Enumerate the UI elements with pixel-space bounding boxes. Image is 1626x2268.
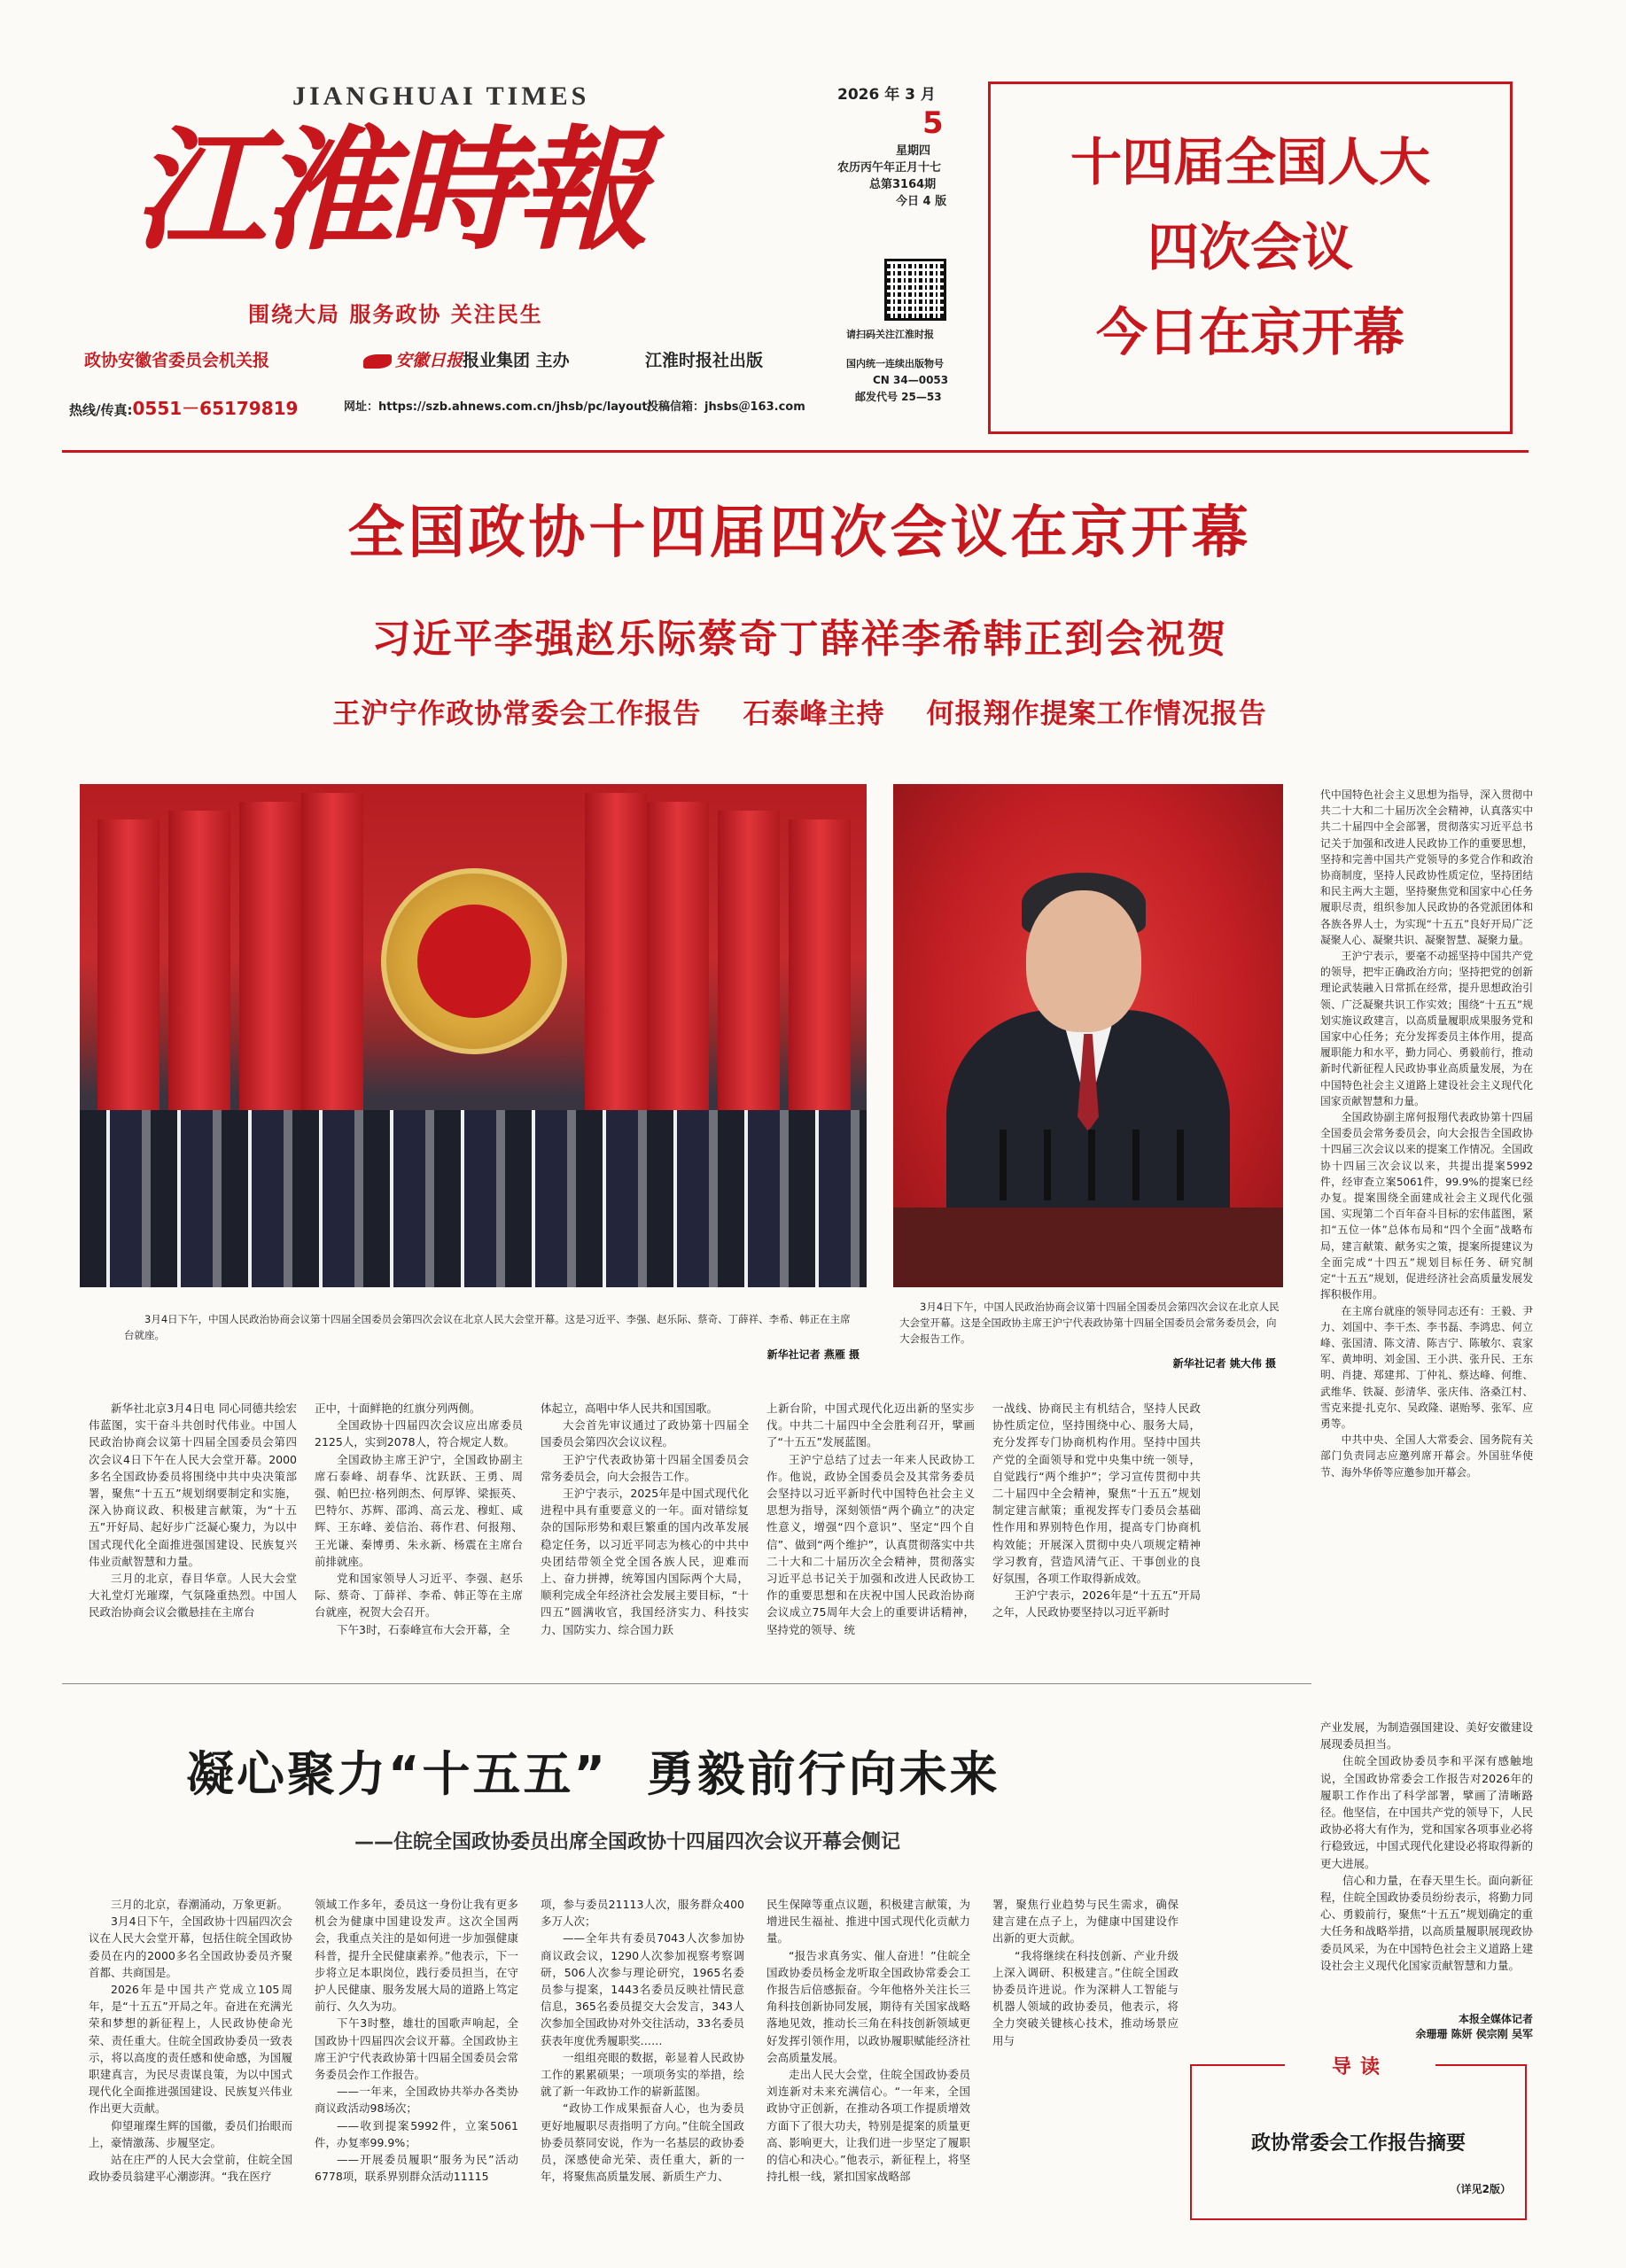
byline-label: 本报全媒体记者 — [1458, 2013, 1533, 2025]
paragraph: 一战线、协商民主有机结合，坚持人民政协性质定位，坚持围绕中心、服务大局，充分发挥专门协商机构作用。坚持中国共产党的全面领导和党中央集中统一领导，自觉践行“两个维护”；学习宣传贯彻中共二十届四中全会精神，聚焦“十五五”规划制定建言献策；重视发挥专门委员会基础性作用和界别特色作用，提高专门协商机构效能；开展深入贯彻中央八项规定精神学习教育，营造风清气正、干事创业的良好氛围，各项工作取得新成效。 — [992, 1402, 1201, 1586]
paragraph: 三月的北京，春目华章。人民大会堂大礼堂灯光璀璨，气氛隆重热烈。中国人民政治协商会议会徽悬挂在主席台 — [89, 1572, 297, 1619]
paragraph: 一组组亮眼的数据，彰显着人民政协工作的累累硕果；一项项务实的举措，绘就了新一年政协工作的崭新蓝图。 — [541, 2050, 744, 2099]
website[interactable]: 网址：https://szb.ahnews.com.cn/jhsb/pc/layout/ — [344, 400, 652, 414]
paragraph: 全国政协十四届四次会议应出席委员2125人，实到2078人，符合规定人数。 — [315, 1418, 523, 1449]
paragraph: 3月4日下午，全国政协十四届四次会议在人民大会堂开幕，包括住皖全国政协委员在内的2000多名全国政协委员齐聚首都、共商国是。 — [89, 1915, 292, 1979]
paragraph: ——收到提案5992件，立案5061件，办复率99.9%； — [315, 2118, 518, 2149]
box-headline-line2: 四次会议 — [1147, 217, 1353, 277]
lead-article-col1 — [89, 1400, 297, 1621]
paragraph: 代中国特色社会主义思想为指导，深入贯彻中共二十大和二十届历次全会精神，认真落实中共二十届四中全会部署，贯彻落实习近平总书记关于加强和改进人民政协工作的重要思想，坚持和完善中国共产党领导的多党合作和政治协商制度，坚持人民政协性质定位，坚持团结和民主两大主题，坚持聚焦党和国家中心任务履职尽责，组织参加人民政协的各党派团体和各族各界人士，为实现“十五五”良好开局广泛凝聚人心、凝聚共识、凝聚智慧、凝聚力量。 — [1320, 788, 1533, 946]
guide-title: 导读 — [1285, 2054, 1435, 2082]
paragraph: “我将继续在科技创新、产业升级上深入调研、积极建言。”住皖全国政协委员许进说。作为深耕人工智能与机器人领域的政协委员，他表示，将全力突破关键核心技术，推动场景应用与 — [992, 1948, 1179, 2047]
lead-article-col4 — [766, 1400, 975, 1638]
paragraph: 住皖全国政协委员李和平深有感触地说，全国政协常委会工作报告对2026年的履职工作作出了科学部署，擘画了清晰路径。他坚信，在中国共产党的领导下，人民政协必将大有作为，党和国家各项事业必将行稳致远，中国式现代化建设必将取得新的更大进展。 — [1320, 1754, 1533, 1870]
paragraph: 王沪宁总结了过去一年来人民政协工作。他说，政协全国委员会及其常务委员会坚持以习近平新时代中国特色社会主义思想为指导，深刻领悟“两个确立”的决定性意义，增强“四个意识”、坚定“四个自信”、做到“两个维护”，认真贯彻落实中共二十大和二十届历次全会精神，贯彻落实习近平总书记关于加强和改进人民政协工作的重要思想和在庆祝中国人民政治协商会议成立75周年大会上的重要讲话精神，坚持党的领导、统 — [766, 1452, 975, 1636]
issue-day: 5 — [922, 105, 944, 141]
paragraph: 全国政协主席王沪宁，全国政协副主席石泰峰、胡春华、沈跃跃、王勇、周强、帕巴拉·格列朗杰、何厚铧、梁振英、巴特尔、苏辉、邵鸿、高云龙、穆虹、咸辉、王东峰、姜信治、蒋作君、何报翔、王光谦、秦博勇、朱永新、杨震在主席台前排就座。 — [315, 1452, 523, 1568]
group-label: 报业集团 主办 — [463, 351, 570, 370]
issue-number: 总第3164期 — [869, 178, 937, 191]
paragraph: 民生保障等重点议题，积极建言献策，为增进民生福祉、推进中国式现代化贡献力量。 — [766, 1898, 970, 1946]
paragraph: 王沪宁代表政协第十四届全国委员会常务委员会，向大会报告工作。 — [541, 1452, 749, 1483]
masthead-slogan: 围绕大局 服务政协 关注民生 — [248, 302, 543, 327]
cppcc-emblem-icon — [381, 868, 567, 1054]
paragraph: 王沪宁表示，2025年是中国式现代化进程中具有重要意义的一年。面对错综复杂的国际形势和艰巨繁重的国内改革发展稳定任务，以习近平同志为核心的中共中央团结带领全党全国各族人民，迎难而上、奋力拼搏，统筹国内国际两个大局，顺利完成全年经济社会发展主要目标，“十四五”圆满收官，我国经济实力、科技实力、国防实力、综合国力跃 — [541, 1487, 749, 1636]
issue-year-month: 2026 年 3 月 — [837, 86, 936, 104]
serial-label: 国内统一连续出版物号 — [846, 358, 944, 369]
paragraph: “报告求真务实、催人奋进！”住皖全国政协委员杨金龙听取全国政协常委会工作报告后倍感振奋。今年他格外关注长三角科技创新协同发展，期待有关国家战略落地见效，推动长三角在科技创新领域更好发挥引领作用，以政协履职赋能经济社会高质量发展。 — [766, 1948, 970, 2064]
email[interactable]: 投稿信箱：jhsbs＠163.com — [647, 400, 805, 414]
paragraph: 产业发展，为制造强国建设、美好安徽建设展现委员担当。 — [1320, 1720, 1533, 1751]
paragraph: “政协工作成果振奋人心，也为委员更好地履职尽责指明了方向。”住皖全国政协委员蔡同安说，作为一名基层的政协委员，深感使命光荣、责任重大，新的一年，将聚焦高质量发展、新质生产力、 — [541, 2101, 744, 2184]
photo1-caption: 3月4日下午，中国人民政治协商会议第十四届全国委员会第四次会议在北京人民大会堂开幕。这是习近平、李强、赵乐际、蔡奇、丁薛祥、李希、韩正在主席台就座。 — [124, 1313, 851, 1341]
second-byline — [1320, 2011, 1533, 2041]
masthead-english: JIANGHUAI TIMES — [292, 82, 590, 111]
section-divider — [62, 1683, 1311, 1684]
photo-speaker — [893, 784, 1283, 1287]
paragraph: 党和国家领导人习近平、李强、赵乐际、蔡奇、丁薛祥、李希、韩正等在主席台就座，祝贺大会召开。 — [315, 1572, 523, 1619]
paragraph: 项，参与委员21113人次，服务群众400多万人次； — [541, 1898, 744, 1929]
second-headline: 凝心聚力“十五五” 勇毅前行向未来 — [186, 1746, 1000, 1802]
issue-lunar: 农历丙午年正月十七 — [837, 161, 942, 175]
masthead-title: 江淮時報 — [133, 113, 644, 268]
photo2-caption: 3月4日下午，中国人民政治协商会议第十四届全国委员会第四次会议在北京人民大会堂开幕。这是全国政协主席王沪宁代表政协第十四届全国委员会常务委员会，向大会报告工作。 — [899, 1301, 1280, 1345]
hotline-label: 热线/传真: — [69, 402, 133, 418]
paragraph: 下午3时，石泰峰宣布大会开幕，全 — [337, 1622, 510, 1636]
byline-reporters: 余珊珊 陈妍 侯宗刚 吴军 — [1415, 2028, 1533, 2040]
paragraph: 署，聚焦行业趋势与民生需求，确保建言建在点子上，为健康中国建设作出新的更大贡献。 — [992, 1898, 1179, 1946]
lead-headline: 全国政协十四届四次会议在京开幕 — [347, 501, 1252, 566]
publisher-group — [363, 347, 570, 371]
qr-caption: 请扫码关注江淮时报 — [846, 329, 934, 340]
guide-item[interactable]: 政协常委会工作报告摘要 — [1250, 2132, 1466, 2155]
cn-number: CN 34—0053 — [873, 374, 949, 386]
paragraph: 2026年是中国共产党成立105周年，是“十五五”开局之年。奋进在充满光荣和梦想的新征程上，人民政协使命光荣、责任重大。住皖全国政协委员一致表示，将以高度的责任感和使命感，为国履职建真言，为民尽责谋良策，为以中国式现代化全面推进强国建设、民族复兴伟业作出更大贡献。 — [89, 1983, 292, 2116]
paragraph: 王沪宁表示，2026年是“十五五”开局之年，人民政协要坚持以习近平新时 — [992, 1588, 1201, 1619]
qr-code[interactable] — [884, 259, 946, 321]
anhui-daily-logo-icon — [363, 354, 392, 369]
second-article-col6 — [1320, 1719, 1533, 1974]
second-article-col4 — [766, 1896, 970, 2185]
paragraph: 上新台阶，中国式现代化迈出新的坚实步伐。中共二十届四中全会胜利召开，擘画了“十五五”发展蓝图。 — [766, 1402, 975, 1449]
guide-ref: （详见2版） — [1450, 2183, 1511, 2195]
paragraph: 中共中央、全国人大常委会、国务院有关部门负责同志应邀列席开幕会。外国驻华使节、海外华侨等应邀参加开幕会。 — [1320, 1433, 1533, 1479]
paragraph: 下午3时整，雄壮的国歌声响起，全国政协十四届四次会议开幕。全国政协主席王沪宁代表政协第十四届全国委员会常务委员会作工作报告。 — [315, 2016, 518, 2082]
issue-date-block — [837, 87, 961, 210]
paragraph: 信心和力量，在春天里生长。面向新征程，住皖全国政协委员纷纷表示，将勤力同心、勇毅前行，聚焦“十五五”规划确定的重大任务和战略举措，以高质量履职展现政协委员风采，为在中国特色社会主义道路上建设社会主义现代化国家贡献智慧和力量。 — [1320, 1873, 1533, 1972]
paragraph: 走出人民大会堂，住皖全国政协委员刘连新对未来充满信心。“一年来，全国政协守正创新，在推动各项工作提质增效方面下了很大功夫，特别是提案的质量更高、影响更大，让我们进一步坚定了履职的信心和决心。”他表示，新征程上，将坚持扎根一线，紧扣国家战略部 — [766, 2068, 970, 2184]
postal-code: 邮发代号 25—53 — [855, 391, 942, 403]
publisher-label: 江淮时报社出版 — [645, 351, 764, 370]
photo1-credit: 新华社记者 燕雁 摄 — [766, 1348, 860, 1361]
lead-subhead2: 王沪宁作政协常委会工作报告 石泰峰主持 何报翔作提案工作情况报告 — [332, 698, 1267, 730]
paragraph: ——全年共有委员7043人次参加协商议政会议，1290人次参加视察考察调研，506人次参与理论研究，1965名委员参与提案，1443名委员反映社情民意信息，365名委员提交大会发言，343人次参加全国政协对外交往活动，33名委员获表年度优秀履职奖…… — [541, 1931, 744, 2047]
issue-pages: 今日 4 版 — [896, 195, 947, 208]
paragraph: ——一年来，全国政协共举办各类协商议政活动98场次； — [315, 2085, 518, 2116]
box-headline-line3: 今日在京开幕 — [1095, 302, 1404, 362]
lead-subhead1: 习近平李强赵乐际蔡奇丁薛祥李希韩正到会祝贺 — [371, 617, 1228, 662]
paragraph: 三月的北京，春潮涌动，万象更新。 — [111, 1898, 289, 1911]
second-subhead: ——住皖全国政协委员出席全国政协十四届四次会议开幕会侧记 — [354, 1831, 901, 1853]
second-article-col1 — [89, 1896, 292, 2185]
paragraph: 体起立，高唱中华人民共和国国歌。 — [541, 1402, 719, 1415]
paragraph: 全国政协副主席何报翔代表政协第十四届全国委员会常务委员会，向大会报告全国政协十四届三次会议以来的提案工作情况。全国政协十四届三次会议以来，共提出提案5992件，经审查立案5061件，99.9%的提案已经办复。提案围绕全面建成社会主义现代化强国、实现第二个百年奋斗目标的宏伟蓝图，紧扣“五位一体”总体布局和“四个全面”战略布局，建言献策、献务实之策，提案所提建议为全面完成“十四五”规划目标任务、研究制定“十五五”规划，促进经济社会高质量发展发挥积极作用。 — [1320, 1111, 1533, 1301]
lead-article-col3 — [541, 1400, 749, 1638]
guide-box — [1190, 2056, 1527, 2220]
paragraph: 正中，十面鲜艳的红旗分列两侧。 — [315, 1402, 481, 1415]
issue-meta — [846, 326, 970, 406]
box-headline-line1: 十四届全国人大 — [1070, 132, 1430, 192]
lead-article-col2 — [315, 1400, 523, 1638]
hotline-number: 0551－65179819 — [132, 398, 299, 419]
second-article-col2 — [315, 1896, 518, 2185]
photo2-credit: 新华社记者 姚大伟 摄 — [1172, 1357, 1276, 1370]
paragraph: 王沪宁表示，要毫不动摇坚持中国共产党的领导，把牢正确政治方向；坚持把党的创新理论武装融入日常抓在经常，提升思想政治引领、广泛凝聚共识工作实效；围绕“十五五”规划实施议政建言，以高质量履职成果服务党和国家中心任务；充分发挥委员主体作用，提高履职能力和水平，勤力同心、勇毅前行，推动新时代新征程人民政协事业高质量发展，为在中国特色社会主义道路上建设社会主义现代化国家贡献智慧和力量。 — [1320, 950, 1533, 1107]
second-article-col5 — [992, 1896, 1179, 2049]
paragraph: 新华社北京3月4日电 同心同德共绘宏伟蓝图，实干奋斗共创时代伟业。中国人民政治协商会议第十四届全国委员会第四次会议4日下午在人民大会堂开幕。2000多名全国政协委员将围绕中共中央决策部署，聚焦“十五五”规划纲要制定和实施，深入协商议政、积极建言献策，为“十五五”开好局、起好步广泛凝心聚力，为以中国式现代化全面推进强国建设、民族复兴伟业贡献智慧和力量。 — [89, 1402, 297, 1568]
lead-article-col5 — [992, 1400, 1201, 1621]
paragraph: ——开展委员履职“服务为民”活动6778项，联系界别群众活动11115 — [315, 2153, 518, 2184]
issue-weekday: 星期四 — [896, 144, 931, 158]
group-logo-text: 安徽日报 — [395, 351, 463, 370]
paragraph: 领域工作多年，委员这一身份让我有更多机会为健康中国建设发声。这次全国两会，我重点关注的是如何进一步加强健康科普，提升全民健康素养。”他表示，下一步将立足本职岗位，践行委员担当，在守护人民健康、服务发展大局的道路上笃定前行、久久为功。 — [315, 1898, 518, 2014]
paragraph: 站在庄严的人民大会堂前，住皖全国政协委员翁建平心潮澎湃。“我在医疗 — [89, 2153, 292, 2184]
nationa-congress-box — [988, 82, 1513, 434]
hotline — [69, 394, 298, 420]
masthead-rule — [62, 450, 1529, 453]
paragraph: 大会首先审议通过了政协第十四届全国委员会第四次会议议程。 — [541, 1418, 749, 1449]
paragraph: 在主席台就座的领导同志还有：王毅、尹力、刘国中、李干杰、李书磊、李鸿忠、何立峰、张国清、陈文清、陈吉宁、陈敏尔、袁家军、黄坤明、刘金国、王小洪、张升民、王东明、肖捷、郑建邦、丁仲礼、蔡达峰、何维、武维华、铁凝、彭清华、张庆伟、洛桑江村、雪克来提·扎克尔、吴政隆、谌贻琴、张军、应勇等。 — [1320, 1304, 1533, 1430]
second-article-col3 — [541, 1896, 744, 2185]
photo-opening-ceremony — [80, 784, 867, 1287]
lead-article-col6 — [1320, 787, 1533, 1480]
organ-label: 政协安徽省委员会机关报 — [84, 351, 270, 370]
paragraph: 仰望璀璨生辉的国徽，委员们抬眼而上，豪情激荡、步履坚定。 — [89, 2118, 292, 2149]
